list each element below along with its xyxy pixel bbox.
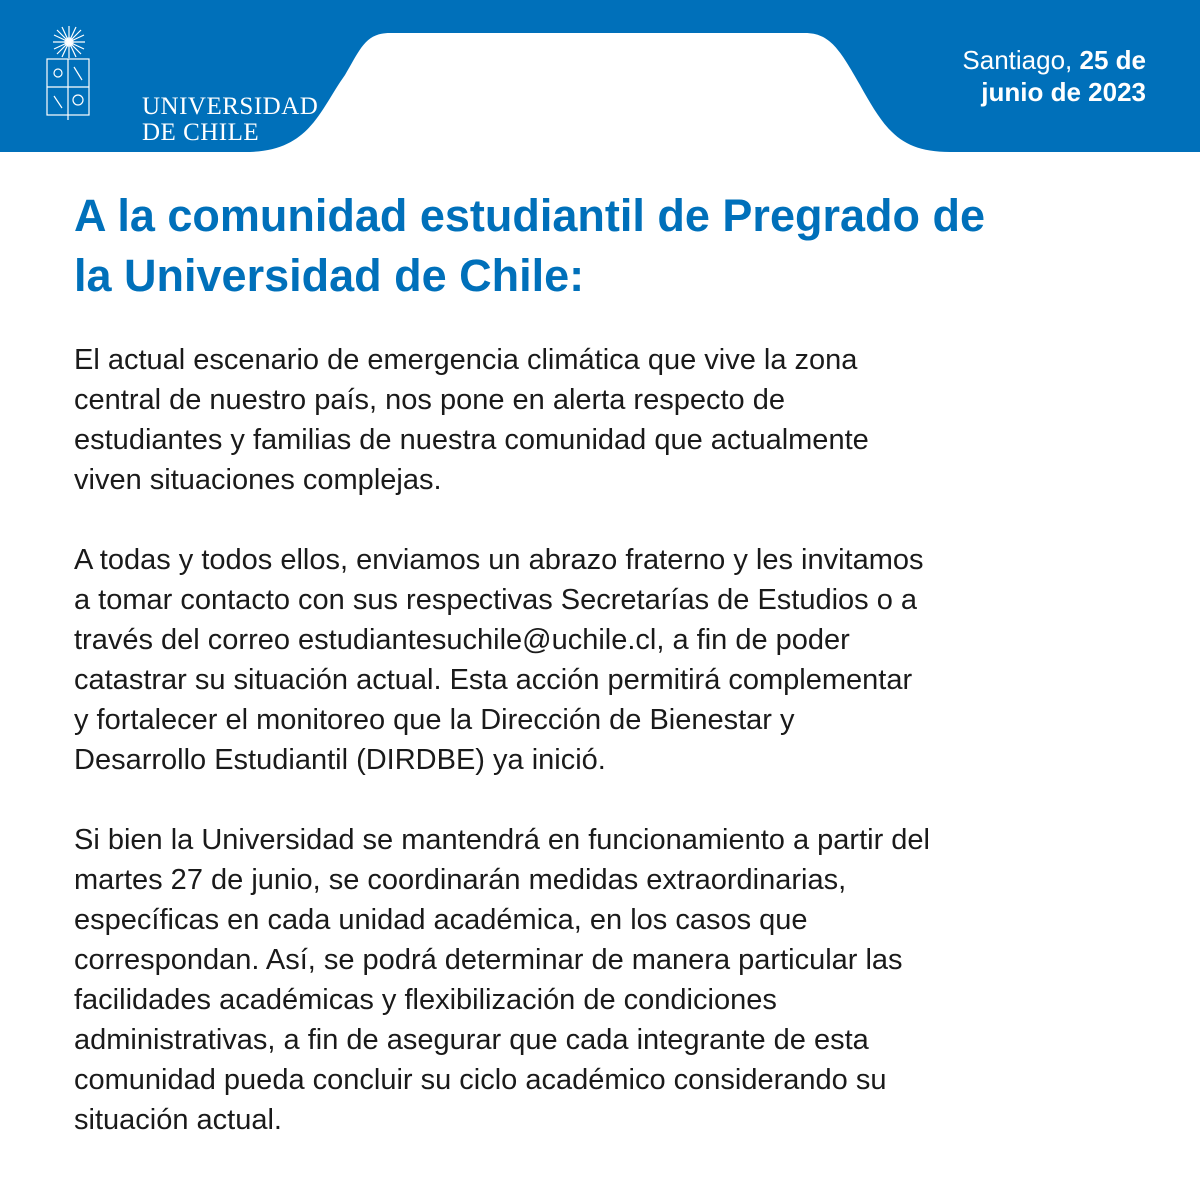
university-logo <box>44 24 319 146</box>
logo-text-line1: UNIVERSIDAD <box>142 93 319 120</box>
logo-text-line2: DE CHILE <box>142 119 260 146</box>
date-day: 25 de <box>1079 45 1146 75</box>
paragraph-line: situación actual. <box>74 1104 282 1136</box>
paragraph <box>74 540 1174 780</box>
date-month-year: junio de 2023 <box>981 77 1146 107</box>
paragraph <box>74 820 1174 1140</box>
paragraph-line: comunidad pueda concluir su ciclo académico considerando su <box>74 1064 887 1096</box>
date <box>962 44 1146 108</box>
title-line: A la comunidad estudiantil de Pregrado de <box>74 190 985 241</box>
paragraph-line: específicas en cada unidad académica, en los casos que <box>74 904 808 936</box>
paragraph-line: correspondan. Así, se podrá determinar de manera particular las <box>74 944 903 976</box>
paragraph-line: viven situaciones complejas. <box>74 464 442 496</box>
page-title <box>74 186 1154 306</box>
paragraph-line: a tomar contacto con sus respectivas Secretarías de Estudios o a <box>74 584 918 616</box>
letter-body <box>74 340 1174 1180</box>
paragraph-line: A todas y todos ellos, enviamos un abrazo fraterno y les invitamos <box>74 544 924 576</box>
paragraph-line: administrativas, a fin de asegurar que cada integrante de esta <box>74 1024 869 1056</box>
title-line: la Universidad de Chile: <box>74 250 585 301</box>
paragraph-line: Si bien la Universidad se mantendrá en funcionamiento a partir del <box>74 824 930 856</box>
paragraph-line: estudiantes y familias de nuestra comunidad que actualmente <box>74 424 869 456</box>
paragraph-line: través del correo estudiantesuchile@uchile.cl, a fin de poder <box>74 624 850 656</box>
paragraph-line: martes 27 de junio, se coordinarán medidas extraordinarias, <box>74 864 847 896</box>
university-crest-icon <box>44 24 94 120</box>
paragraph-line: y fortalecer el monitoreo que la Dirección de Bienestar y <box>74 704 795 736</box>
paragraph-line: facilidades académicas y flexibilización de condiciones <box>74 984 777 1016</box>
paragraph-line: Desarrollo Estudiantil (DIRDBE) ya inició. <box>74 744 606 776</box>
paragraph-line: central de nuestro país, nos pone en alerta respecto de <box>74 384 785 416</box>
paragraph-line: catastrar su situación actual. Esta acción permitirá complementar <box>74 664 913 696</box>
paragraph-line: El actual escenario de emergencia climática que vive la zona <box>74 344 858 376</box>
paragraph <box>74 340 1174 500</box>
date-place: Santiago, <box>962 45 1073 75</box>
